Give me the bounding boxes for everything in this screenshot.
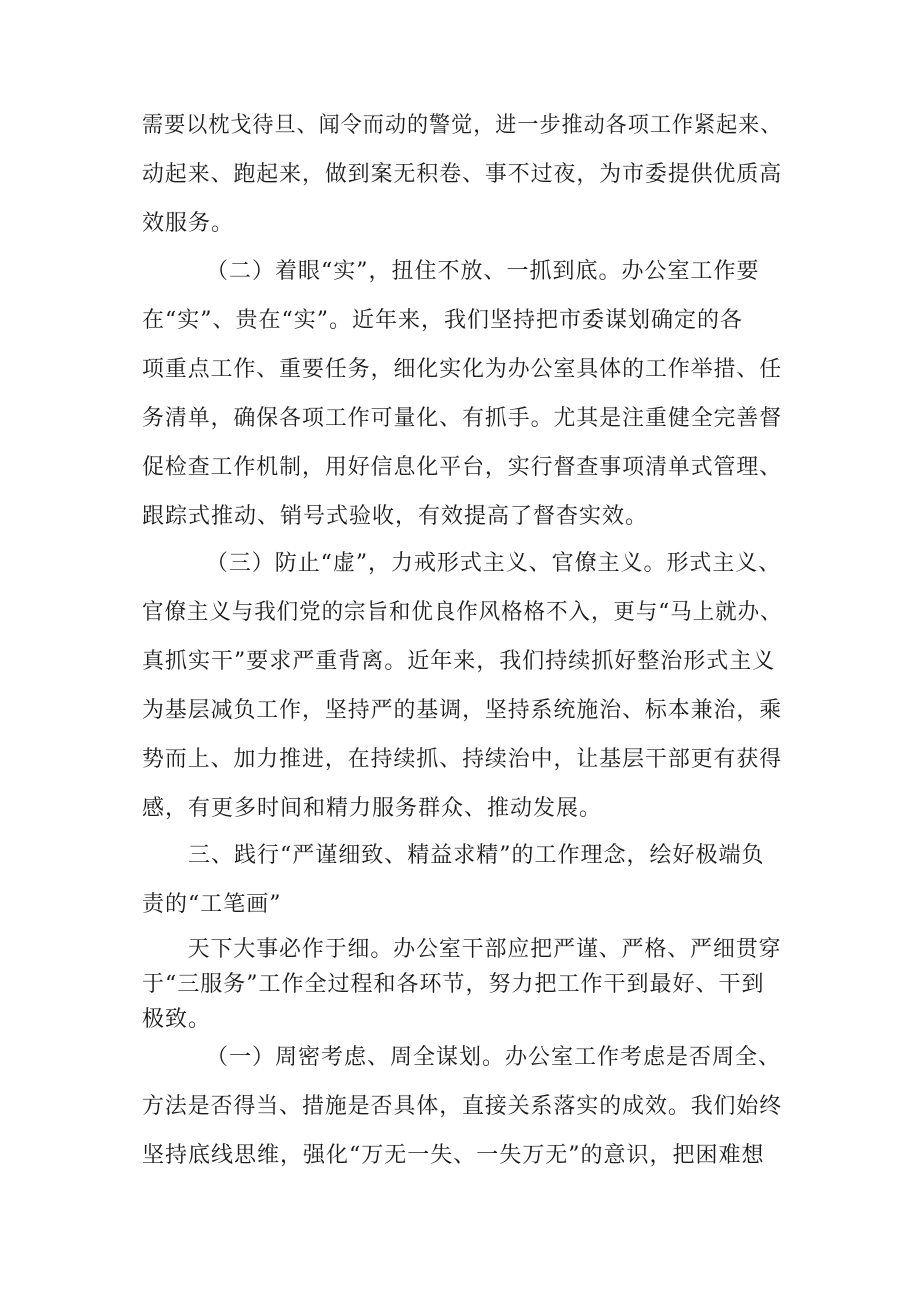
paragraph-p2 — [142, 247, 782, 541]
text-line: 感，有更多时间和精力服务群众、推动发展。 — [142, 796, 603, 821]
text-line: 真抓实干”要求严重背离。近年来，我们持续抓好整治形式主义 — [142, 649, 776, 674]
section-heading-3 — [142, 831, 782, 929]
text-line: 为基层减负工作，坚持严的基调，坚持系统施治、标本兼治，乘 — [142, 698, 783, 723]
text-line: 于“三服务”工作全过程和各环节，努力把工作干到最好、干到 — [142, 972, 765, 997]
text-line: 效服务。 — [142, 211, 235, 236]
text-line: 坚持底线思维，强化“万无一失、一失万无”的意识，把困难想 — [142, 1143, 765, 1168]
paragraph-p3 — [142, 539, 782, 833]
paragraph-p5 — [142, 932, 782, 1037]
text-line: （一）周密考虑、周全谋划。办公室工作考虑是否周全、 — [206, 1045, 782, 1070]
text-line: 项重点工作、重要任务，细化实化为办公室具体的工作举措、任 — [142, 357, 783, 382]
text-line: 极致。 — [142, 1007, 212, 1032]
paragraph-p6 — [142, 1033, 782, 1180]
text-line: 方法是否得当、措施是否具体，直接关系落实的成效。我们始终 — [142, 1094, 783, 1119]
text-line: 势而上、加力推进，在持续抓、持续治中，让基层干部更有获得 — [142, 747, 783, 772]
text-line: 官僚主义与我们党的宗旨和优良作风格格不入，更与“马上就办、 — [142, 600, 783, 625]
text-line: 跟踪式推动、销号式验收，有效提高了督杳实效。 — [142, 504, 649, 529]
text-line: 天下大事必作于细。办公室干部应把严谨、严格、严细贯穿 — [187, 937, 782, 962]
text-line: （三）防止“虚”，力戒形式主义、官僚主义。形式主义、 — [205, 551, 782, 576]
heading-line: 三、践行“严谨细致、精益求精”的工作理念，绘好极端负 — [188, 843, 765, 868]
text-line: 促检查工作机制，用好信息化平台，实行督查事项清单式管理、 — [142, 455, 783, 480]
text-line: （二）着眼“实”，扭住不放、一抓到底。办公室工作要 — [206, 259, 760, 284]
text-line: 动起来、跑起来，做到案无积卷、事不过夜，为市委提供优质高 — [142, 162, 783, 187]
text-line: 需要以枕戈待旦、闻令而动的警觉，进一步推动各项工作紧起来、 — [142, 113, 783, 138]
paragraph-p1 — [142, 101, 782, 248]
text-line: 在“实”、贵在“实”。近年来，我们坚持把市委谋划确定的各 — [142, 308, 743, 333]
text-line: 务清单，确保各项工作可量化、有抓手。尤其是注重健全完善督 — [142, 406, 783, 431]
heading-line: 责的“工笔画” — [142, 892, 282, 917]
